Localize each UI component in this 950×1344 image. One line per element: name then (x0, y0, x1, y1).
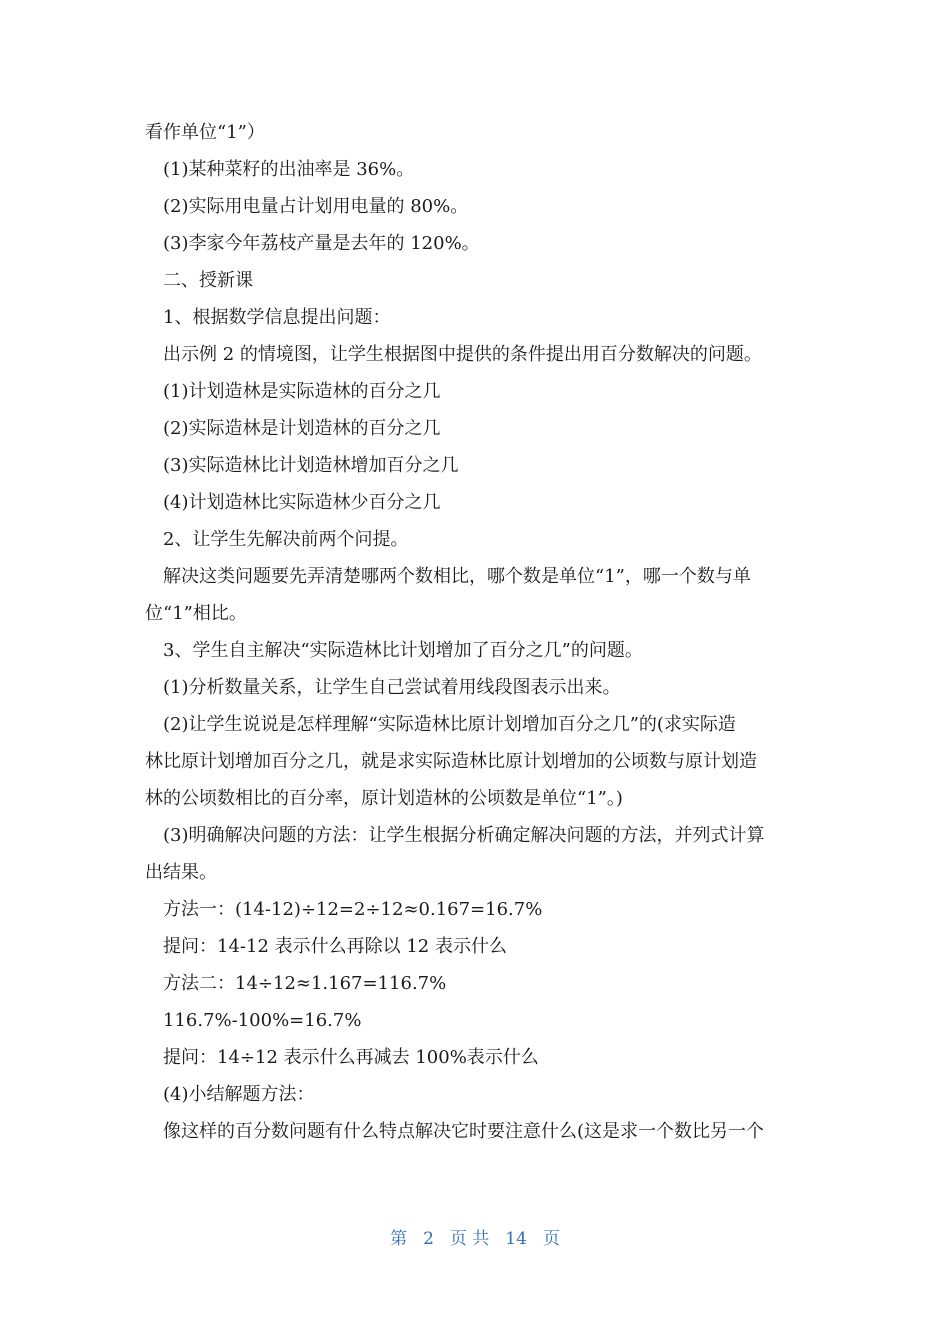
text-line: 2、让学生先解决前两个问提。 (163, 529, 409, 550)
text-line: 3、学生自主解决“实际造林比计划增加了百分之几”的问题。 (163, 640, 643, 661)
text-line: 位“1”相比。 (145, 603, 247, 624)
text-line: 解决这类问题要先弄清楚哪两个数相比，哪个数是单位“1”，哪一个数与单 (163, 566, 751, 587)
document-body (145, 114, 807, 1150)
text-line: 像这样的百分数问题有什么特点解决它时要注意什么(这是求一个数比另一个 (163, 1121, 765, 1142)
text-line: 提问：14-12 表示什么再除以 12 表示什么 (163, 936, 507, 957)
text-line: 看作单位“1”） (145, 122, 265, 143)
text-line: 方法一：(14-12)÷12=2÷12≈0.167=16.7% (163, 899, 543, 920)
text-line: (2)让学生说说是怎样理解“实际造林比原计划增加百分之几”的(求实际造 (163, 714, 736, 735)
text-line: (1)分析数量关系，让学生自己尝试着用线段图表示出来。 (163, 677, 621, 698)
text-line: 林的公顷数相比的百分率，原计划造林的公顷数是单位“1”。) (145, 788, 623, 809)
text-line: 出示例 2 的情境图，让学生根据图中提供的条件提出用百分数解决的问题。 (163, 344, 762, 365)
text-line: 提问：14÷12 表示什么再减去 100%表示什么 (163, 1047, 539, 1068)
text-line: (3)李家今年荔枝产量是去年的 120%。 (163, 233, 480, 254)
footer-total-pages: 14 (505, 1229, 527, 1249)
text-line: 出结果。 (145, 862, 217, 883)
text-line: (3)实际造林比计划造林增加百分之几 (163, 455, 459, 476)
text-line: 林比原计划增加百分之几，就是求实际造林比原计划增加的公顷数与原计划造 (145, 751, 757, 772)
text-line: (3)明确解决问题的方法：让学生根据分析确定解决问题的方法，并列式计算 (163, 825, 765, 846)
text-line: 二、授新课 (163, 270, 253, 291)
text-line: (1)某种菜籽的出油率是 36%。 (163, 159, 415, 180)
text-line: 方法二：14÷12≈1.167=116.7% (163, 973, 447, 994)
text-line: (1)计划造林是实际造林的百分之几 (163, 381, 441, 402)
footer-di: 第 (390, 1229, 408, 1249)
footer-page-number: 2 (423, 1229, 434, 1249)
text-line: (4)计划造林比实际造林少百分之几 (163, 492, 441, 513)
text-line: 1、根据数学信息提出问题： (163, 307, 391, 328)
text-line: (2)实际用电量占计划用电量的 80%。 (163, 196, 469, 217)
footer-ye-gong: 页 共 (449, 1229, 490, 1249)
text-line: (4)小结解题方法： (163, 1084, 315, 1105)
text-line: (2)实际造林是计划造林的百分之几 (163, 418, 441, 439)
text-line: 116.7%-100%=16.7% (163, 1010, 362, 1031)
footer-ye: 页 (542, 1229, 560, 1249)
page-footer (0, 1224, 950, 1249)
